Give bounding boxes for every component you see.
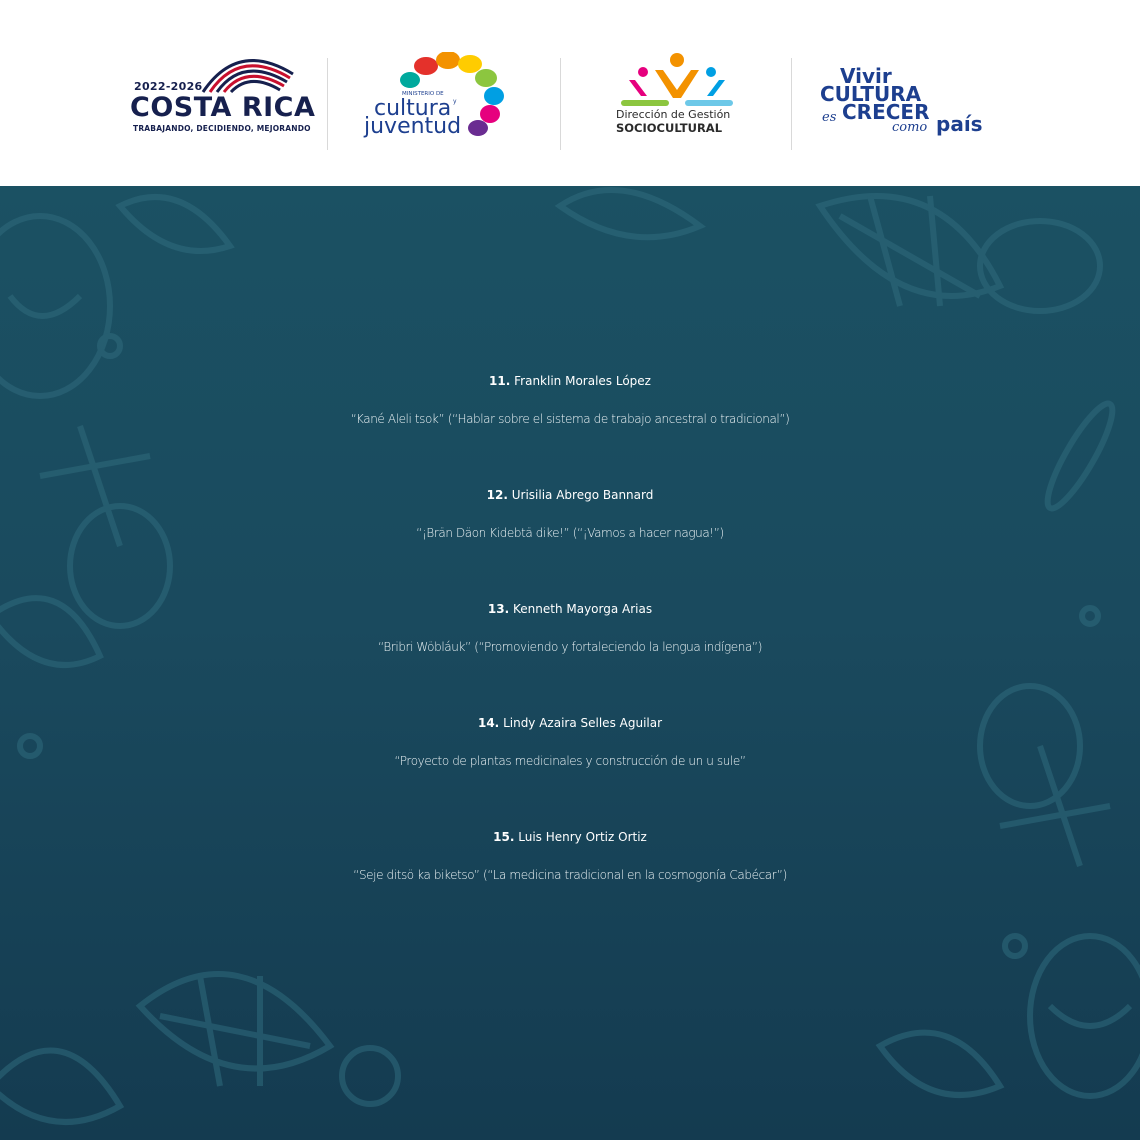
- list-item: [0, 708, 1140, 778]
- list-item: [0, 822, 1140, 892]
- participant-number: 14.: [477, 716, 500, 730]
- project-title: “Kané Aleli tsok” (“Hablar sobre el sistema de trabajo ancestral o tradicional”): [350, 412, 790, 426]
- participant-name: Franklin Morales López: [514, 374, 651, 388]
- list-item: [0, 594, 1140, 664]
- logo-juventud: juventud: [364, 114, 462, 139]
- participant-name: Kenneth Mayorga Arias: [512, 602, 653, 616]
- participant-name-line: [0, 822, 1140, 852]
- participant-number: 12.: [486, 488, 508, 502]
- project-title: “Proyecto de plantas medicinales y construcción de un u sule”: [394, 754, 746, 768]
- participant-number: 11.: [489, 374, 511, 388]
- header-divider: [327, 58, 328, 150]
- logo-y: y: [453, 98, 457, 105]
- logo-direccion-line2: SOCIOCULTURAL: [616, 121, 723, 135]
- logo-country-name: COSTA RICA: [130, 92, 316, 123]
- header-divider: [791, 58, 792, 150]
- logo-tagline: TRABAJANDO, DECIDIENDO, MEJORANDO: [133, 124, 311, 133]
- logo-header: [0, 0, 1140, 186]
- logo-cultura: cultura: [374, 96, 452, 121]
- participant-name-line: [0, 708, 1140, 738]
- participant-name: Luis Henry Ortiz Ortiz: [518, 830, 647, 844]
- people-v-icon: [615, 52, 740, 108]
- slogan-vivir: Vivir: [840, 64, 892, 88]
- project-title: “¡Brän Däon Kidebtä dike!” (“¡Vamos a hacer nagua!”): [416, 526, 724, 540]
- slogan-es: es: [822, 110, 837, 125]
- flag-arc-icon: [198, 44, 298, 94]
- project-title: “Seje ditsö ka biketso” (“La medicina tradicional en la cosmogonía Cabécar”): [353, 868, 787, 882]
- costa-rica-government-logo: [128, 44, 318, 144]
- participant-name-line: [0, 366, 1140, 396]
- list-item: [0, 480, 1140, 550]
- participant-number: 13.: [487, 602, 510, 616]
- vivir-cultura-slogan-logo: [818, 62, 998, 152]
- participant-name-line: [0, 480, 1140, 510]
- participant-number: 15.: [493, 830, 515, 844]
- header-divider: [560, 58, 561, 150]
- participant-name-line: [0, 594, 1140, 624]
- list-item: [0, 366, 1140, 436]
- slogan-como: como: [892, 120, 928, 135]
- logo-years: 2022-2026: [134, 80, 203, 93]
- project-title: “Bribri Wöbláuk” (“Promoviendo y fortaleciendo la lengua indígena”): [377, 640, 763, 654]
- participant-name: Lindy Azaira Selles Aguilar: [503, 716, 663, 730]
- direccion-gestion-sociocultural-logo: [610, 52, 750, 142]
- slogan-cultura: CULTURA: [820, 82, 922, 106]
- ministerio-cultura-juventud-logo: [358, 52, 508, 152]
- slogan-pais: país: [936, 112, 983, 136]
- logo-ministerio-de: MINISTERIO DE: [402, 91, 444, 97]
- logo-direccion-line1: Dirección de Gestión: [616, 108, 731, 121]
- participant-name: Urisilia Abrego Bannard: [511, 488, 654, 502]
- slogan-crecer: CRECER: [842, 100, 930, 124]
